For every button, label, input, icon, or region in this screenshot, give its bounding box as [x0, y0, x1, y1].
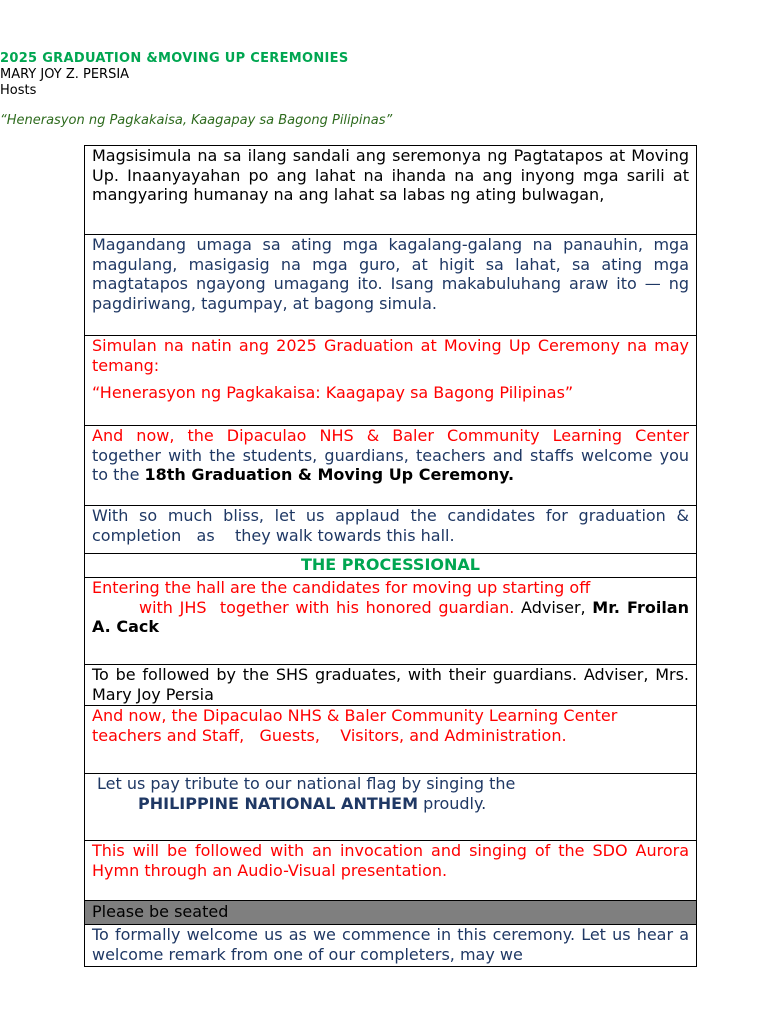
script-row-applause	[85, 506, 696, 554]
theme-quote: “Henerasyon ng Pagkakaisa: Kaagapay sa Bagong Pilipinas”	[92, 383, 574, 403]
row-text-welcome: welcome you to the	[92, 445, 690, 485]
host-name: MARY JOY Z. PERSIA	[0, 67, 130, 82]
theme-line: “Henerasyon ng Pagkakaisa, Kaagapay sa Bagong Pilipinas”	[0, 113, 393, 128]
row-text-navy: together with the students, guardians, teachers and staffs	[92, 445, 574, 465]
row-text: Magsisimula na sa ilang sandali ang seremonya ng Pagtatapos at Moving Up. Inaanyayahan po ang lahat na ihanda na ang inyong mga sarili at mangyaring humanay na ang lahat sa labas ng ating bulwagan,	[92, 146, 689, 205]
row-text: Magandang umaga sa ating mga kagalang-galang na panauhin, mga magulang, masigasig na mga guro, at higit sa lahat, sa ating mga magtatapos ngayong umagang ito. Isang makabuluhang araw ito — ng pagdiriwang, tagumpay, at bagong simula.	[92, 235, 689, 313]
row-text: This will be followed with an invocation and singing of the SDO Aurora Hymn through an Audio-Visual presentation.	[92, 841, 689, 880]
adviser-label: Adviser,	[521, 597, 586, 617]
script-row-invocation	[85, 841, 696, 901]
row-text-red: And now, the Dipaculao NHS & Baler Community Learning Center	[92, 426, 689, 445]
row-text: And now, the Dipaculao NHS & Baler Community Learning Center teachers and Staff, Guests, Visitors, and Administration.	[92, 706, 623, 745]
row-text-adviser	[92, 597, 695, 637]
script-row-theme	[85, 336, 696, 426]
document-title: 2025 GRADUATION &MOVING UP CEREMONIES	[0, 51, 349, 66]
anthem-line	[92, 794, 689, 814]
row-text: Please be seated	[92, 902, 229, 921]
script-row-seated	[85, 901, 696, 925]
adviser-name: Mr. Froilan A. Cack	[92, 597, 695, 637]
script-row-entering	[85, 578, 696, 665]
section-heading-processional	[85, 554, 696, 578]
row-text: To formally welcome us as we commence in this ceremony. Let us hear a welcome remark from one of our completers, may we	[92, 925, 689, 964]
program-script-table	[84, 145, 697, 967]
script-row-opening	[85, 146, 696, 235]
ceremony-name: 18th Graduation & Moving Up Ceremony.	[144, 465, 515, 485]
row-text-red-line1: Entering the hall are the candidates for moving up starting off	[92, 578, 591, 597]
section-heading-text: THE PROCESSIONAL	[301, 555, 480, 574]
script-row-greeting	[85, 235, 696, 336]
script-row-welcome-remark	[85, 925, 696, 967]
row-text-red-line2: with JHS together with his honored guardian.	[139, 597, 515, 617]
script-row-shs	[85, 665, 696, 706]
host-role: Hosts	[0, 83, 37, 98]
script-row-welcome	[85, 426, 696, 506]
row-text: Let us pay tribute to our national flag by singing the	[97, 774, 516, 793]
anthem-title: PHILIPPINE NATIONAL ANTHEM	[138, 793, 418, 813]
row-text: Simulan na natin ang 2025 Graduation at Moving Up Ceremony na may temang:	[92, 336, 689, 375]
script-row-teachers	[85, 706, 696, 774]
row-text: To be followed by the SHS graduates, with their guardians. Adviser, Mrs. Mary Joy Persia	[92, 665, 689, 704]
script-row-anthem	[85, 774, 696, 841]
row-text: With so much bliss, let us applaud the candidates for graduation & completion as they walk towards this hall.	[92, 506, 695, 545]
anthem-rest: proudly.	[423, 793, 487, 813]
